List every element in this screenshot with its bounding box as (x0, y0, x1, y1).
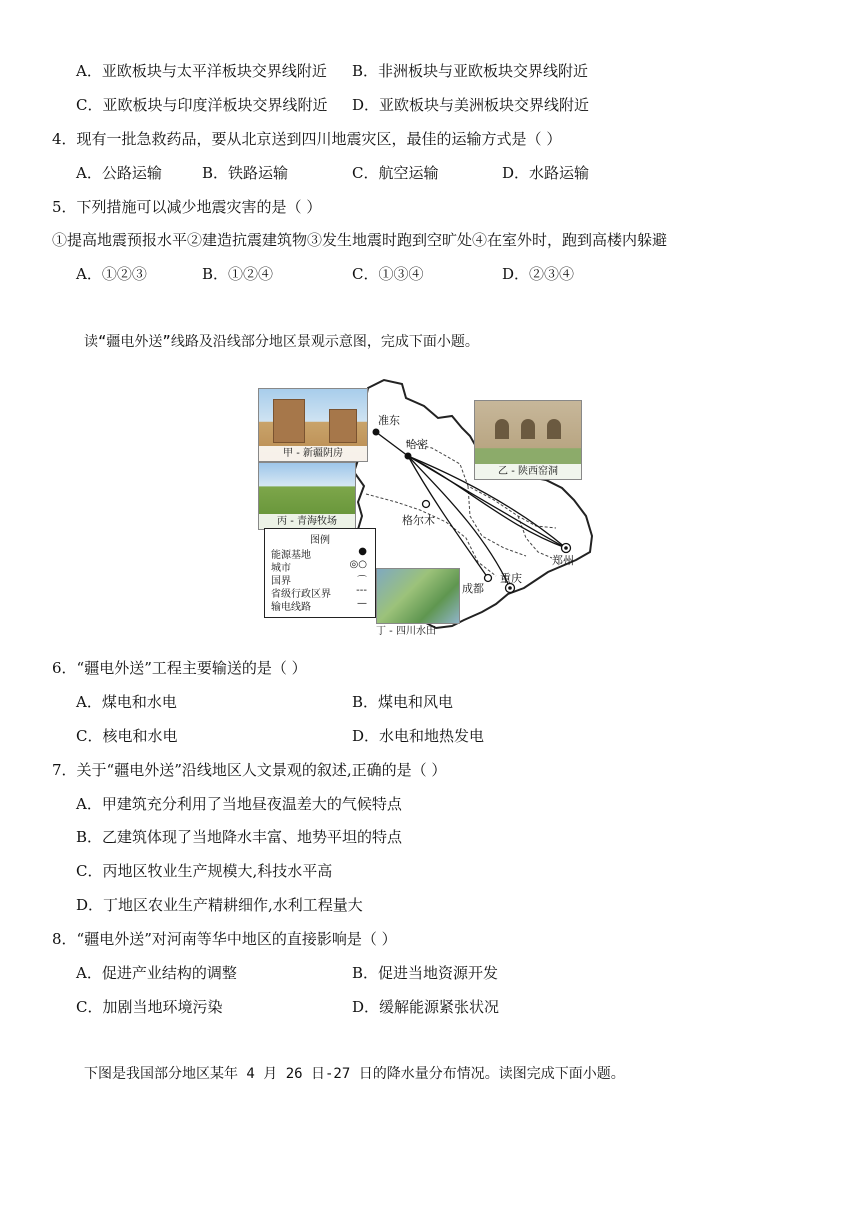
q5-option-d: D．②③④ (502, 265, 575, 283)
legend-title: 图例 (310, 535, 330, 546)
q5-option-a: A．①②③ (76, 265, 147, 283)
q8-option-a: A．促进产业结构的调整 (76, 964, 237, 982)
photo-caption-jia: 甲 - 新疆阴房 (259, 446, 367, 461)
q3-option-c: C．亚欧板块与印度洋板块交界线附近 (76, 96, 328, 114)
photo-caption-ding: 丁 - 四川水田 (376, 626, 436, 637)
q6-option-b: B．煤电和风电 (352, 693, 454, 711)
photo-caption-bing: 丙 - 青海牧场 (259, 514, 355, 529)
q6-stem: 6．“疆电外送”工程主要输送的是（ ） (52, 659, 307, 677)
photo-ding-sichuan (376, 568, 460, 624)
q5-option-b: B．①②④ (202, 265, 274, 283)
legend-city-symbol: ◎○ (349, 559, 367, 570)
q4-option-b: B．铁路运输 (202, 164, 289, 182)
q4-stem: 4．现有一批急救药品，要从北京送到四川地震灾区，最佳的运输方式是（ ） (52, 130, 562, 148)
q7-option-d: D．丁地区农业生产精耕细作,水利工程量大 (76, 896, 363, 914)
photo-yi-shaanxi (474, 400, 582, 480)
q6-option-d: D．水电和地热发电 (352, 727, 485, 745)
legend-border-symbol: ⌒ (357, 576, 367, 587)
q5-option-c: C．①③④ (352, 265, 424, 283)
map-legend (264, 528, 376, 618)
legend-border: 国界 (271, 576, 291, 587)
intro-map-question: 读“疆电外送”线路及沿线部分地区景观示意图，完成下面小题。 (84, 334, 479, 350)
map-label-geermu: 格尔木 (402, 514, 435, 527)
map-label-chongqing: 重庆 (500, 572, 522, 585)
legend-energy-base: 能源基地 (271, 550, 311, 561)
q4-option-a: A．公路运输 (76, 164, 162, 182)
q8-option-b: B．促进当地资源开发 (352, 964, 499, 982)
q4-option-d: D．水路运输 (502, 164, 590, 182)
q7-option-c: C．丙地区牧业生产规模大,科技水平高 (76, 862, 333, 880)
photo-caption-yi: 乙 - 陕西窑洞 (475, 464, 581, 479)
q7-option-b: B．乙建筑体现了当地降水丰富、地势平坦的特点 (76, 828, 403, 846)
legend-power-line-symbol: — (357, 598, 367, 609)
q6-option-c: C．核电和水电 (76, 727, 178, 745)
map-label-zhengzhou: 郑州 (552, 554, 574, 567)
q6-option-a: A．煤电和水电 (76, 693, 177, 711)
legend-province-border: 省级行政区界 (271, 589, 331, 600)
power-transmission-map (256, 376, 596, 637)
map-label-hami: 哈密 (406, 438, 428, 451)
q4-option-c: C．航空运输 (352, 164, 439, 182)
q3-option-d: D．亚欧板块与美洲板块交界线附近 (352, 96, 590, 114)
q3-option-b: B．非洲板块与亚欧板块交界线附近 (352, 62, 589, 80)
q5-measures: ①提高地震预报水平②建造抗震建筑物③发生地震时跑到空旷处④在室外时，跑到高楼内躲避 (52, 231, 668, 249)
q8-stem: 8．“疆电外送”对河南等华中地区的直接影响是（ ） (52, 930, 397, 948)
q7-stem: 7．关于“疆电外送”沿线地区人文景观的叙述,正确的是（ ） (52, 761, 447, 779)
intro-precipitation-question: 下图是我国部分地区某年 4 月 26 日-27 日的降水量分布情况。读图完成下面小题。 (84, 1066, 625, 1082)
map-label-chengdu: 成都 (462, 582, 484, 595)
legend-province-border-symbol: --- (356, 585, 367, 596)
map-label-zhundong: 准东 (378, 414, 400, 427)
photo-jia-xinjiang (258, 388, 368, 462)
photo-bing-qinghai (258, 462, 356, 530)
q5-stem: 5．下列措施可以减少地震灾害的是（ ） (52, 198, 322, 216)
q3-option-a: A．亚欧板块与太平洋板块交界线附近 (76, 62, 327, 80)
legend-power-line: 输电线路 (271, 602, 311, 613)
legend-city: 城市 (271, 563, 291, 574)
q8-option-d: D．缓解能源紧张状况 (352, 998, 500, 1016)
q7-option-a: A．甲建筑充分利用了当地昼夜温差大的气候特点 (76, 795, 402, 813)
q8-option-c: C．加剧当地环境污染 (76, 998, 223, 1016)
legend-energy-base-symbol: ● (358, 546, 367, 557)
